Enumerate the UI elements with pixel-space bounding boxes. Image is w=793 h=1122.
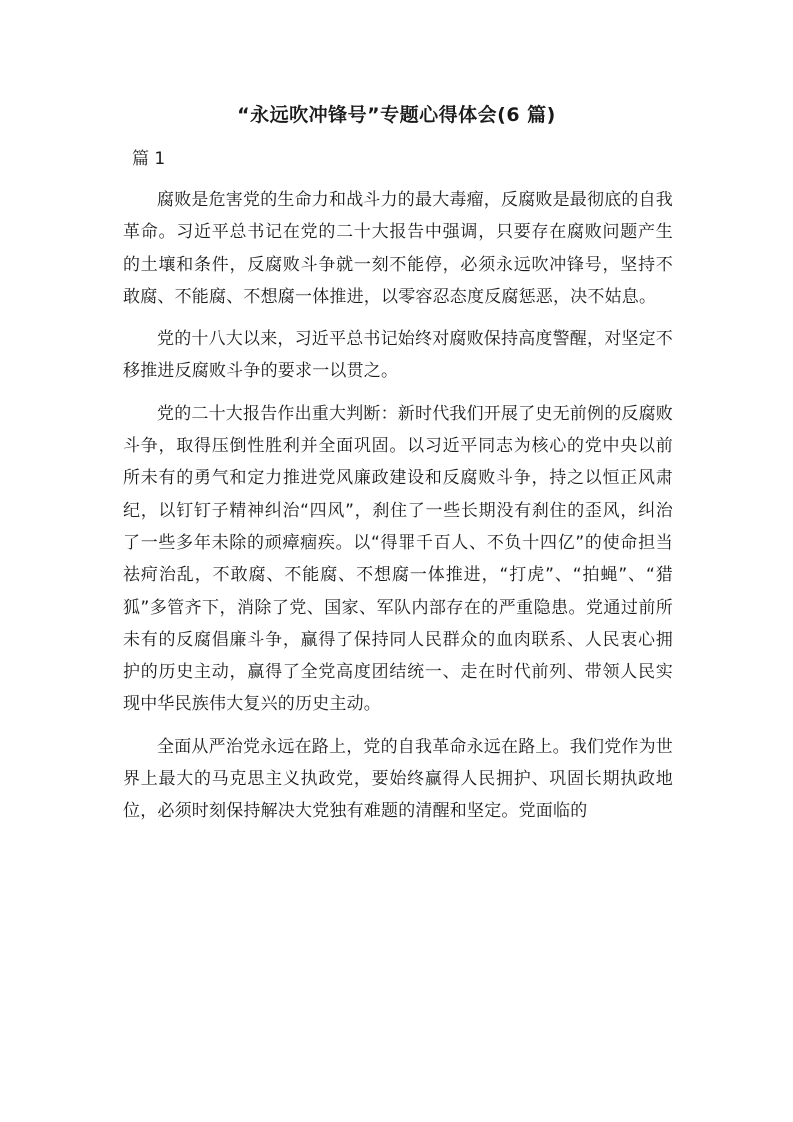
paragraph: 党的二十大报告作出重大判断：新时代我们开展了史无前例的反腐败斗争，取得压倒性胜利并全面巩固。以习近平同志为核心的党中央以前所未有的勇气和定力推进党风廉政建设和反腐败斗争，持之以恒正风肃纪，以钉钉子精神纠治“四风”，刹住了一些长期没有刹住的歪风，纠治了一些多年未除的顽瘴痼疾。以“得罪千百人、不负十四亿”的使命担当祛疴治乱，不敢腐、不能腐、不想腐一体推进，“打虎”、“拍蝇”、“猎狐”多管齐下，消除了党、国家、军队内部存在的严重隐患。党通过前所未有的反腐倡廉斗争，赢得了保持同人民群众的血肉联系、人民衷心拥护的历史主动，赢得了全党高度团结统一、走在时代前列、带领人民实现中华民族伟大复兴的历史主动。	[123, 403, 673, 715]
paragraph: 全面从严治党永远在路上，党的自我革命永远在路上。我们党作为世界上最大的马克思主义执政党，要始终赢得人民拥护、巩固长期执政地位，必须时刻保持解决大党独有难题的清醒和坚定。党面临的	[123, 736, 673, 822]
section-label: 篇 1	[132, 149, 166, 169]
document-body	[123, 184, 673, 828]
document-title: “永远吹冲锋号”专题心得体会(6 篇)	[237, 104, 556, 126]
paragraph: 腐败是危害党的生命力和战斗力的最大毒瘤，反腐败是最彻底的自我革命。习近平总书记在党的二十大报告中强调，只要存在腐败问题产生的土壤和条件，反腐败斗争就一刻不能停，必须永远吹冲锋号，坚持不敢腐、不能腐、不想腐一体推进，以零容忍态度反腐惩恶，决不姑息。	[123, 190, 673, 307]
paragraph: 党的十八大以来，习近平总书记始终对腐败保持高度警醒，对坚定不移推进反腐败斗争的要求一以贯之。	[123, 329, 673, 382]
